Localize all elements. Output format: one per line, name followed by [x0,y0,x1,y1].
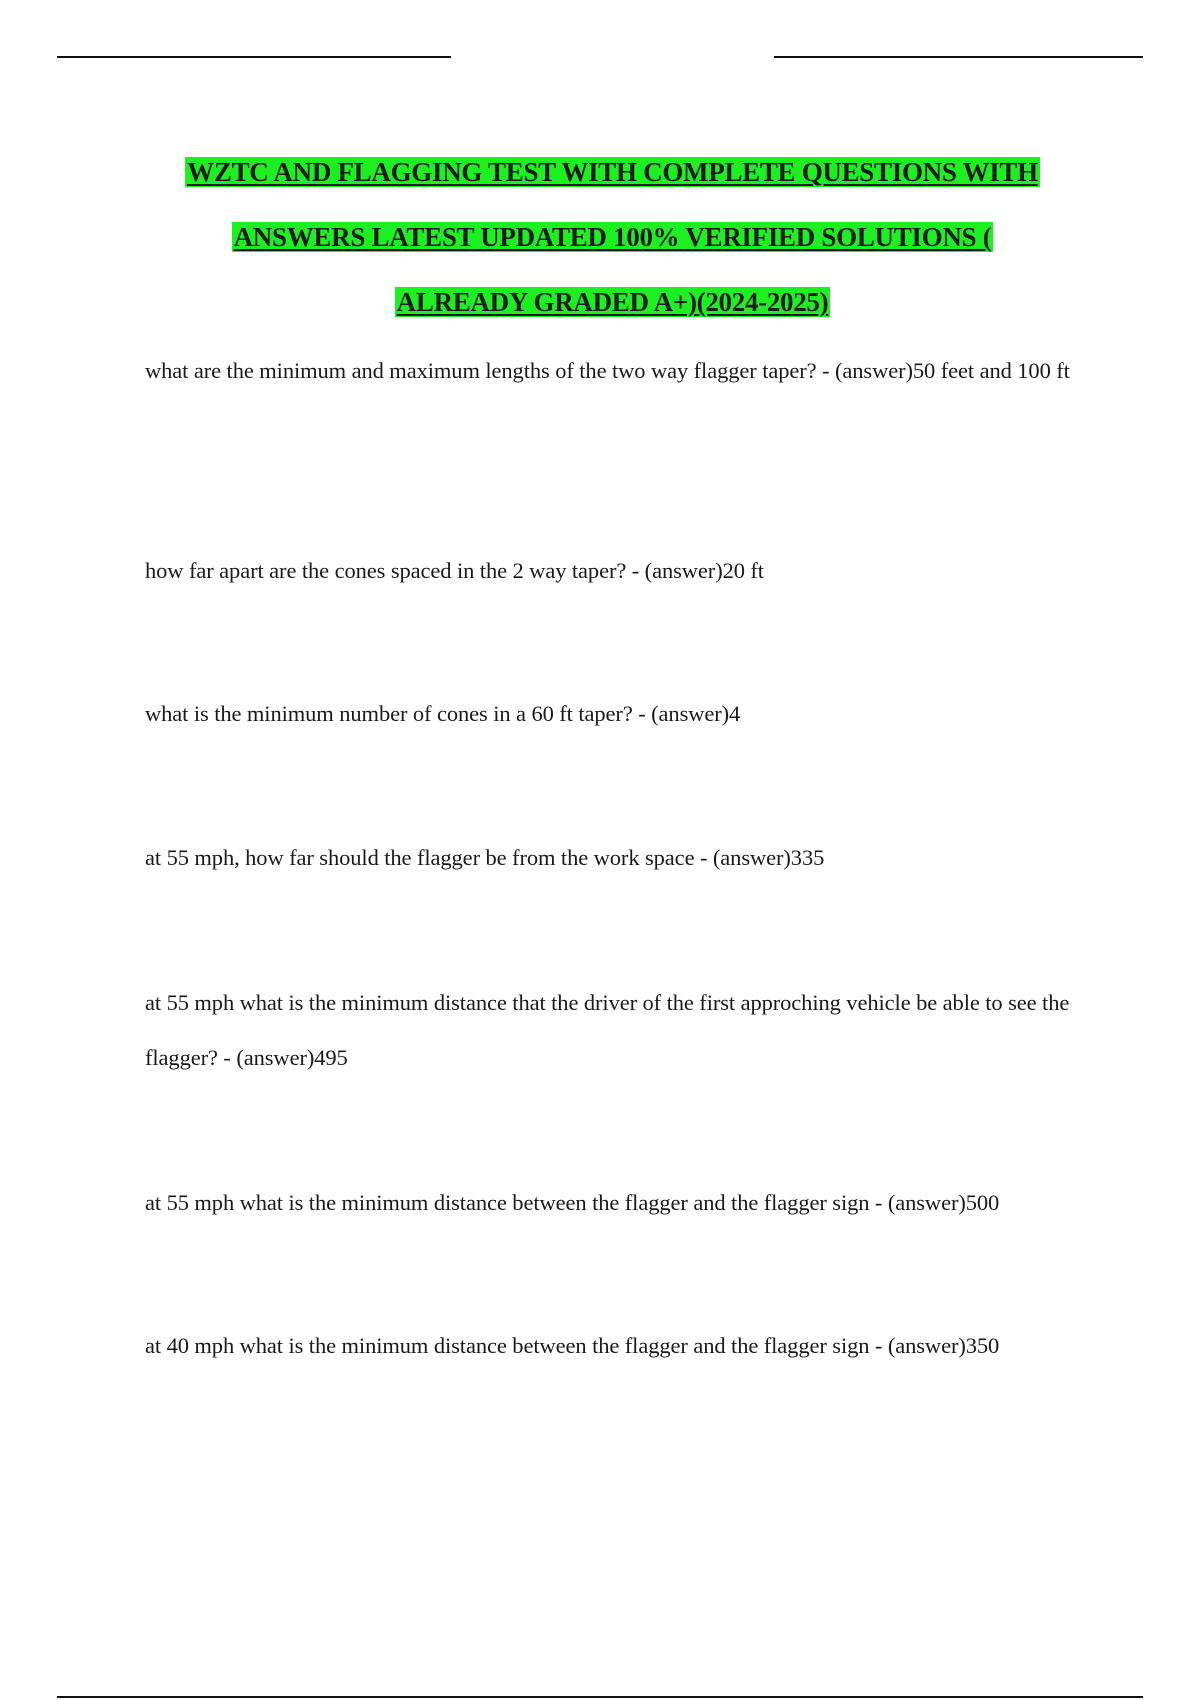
title-line-1: WZTC AND FLAGGING TEST WITH COMPLETE QUESTIONS WITH [187,157,1038,187]
qa-item-1: what are the minimum and maximum lengths of the two way flagger taper? - (answer)50 feet and 100 ft [145,358,1070,383]
header-rule-right [774,56,1143,58]
qa-item-6: at 55 mph what is the minimum distance between the flagger and the flagger sign - (answer)500 [145,1190,1000,1215]
header-rule-left [57,56,451,58]
title-line-3: ALREADY GRADED A+)(2024-2025) [396,287,829,317]
qa-item-5: at 55 mph what is the minimum distance that the driver of the first approching vehicle be able to see the flagger? - (answer)495 [145,990,1070,1070]
qa-item-2: how far apart are the cones spaced in the 2 way taper? - (answer)20 ft [145,558,764,583]
title-line-2: ANSWERS LATEST UPDATED 100% VERIFIED SOLUTIONS ( [233,222,992,252]
footer-rule [57,1696,1143,1698]
qa-item-3: what is the minimum number of cones in a 60 ft taper? - (answer)4 [145,701,741,726]
document-title [145,140,1080,335]
qa-item-7: at 40 mph what is the minimum distance between the flagger and the flagger sign - (answer)350 [145,1333,1000,1358]
qa-item-4: at 55 mph, how far should the flagger be from the work space - (answer)335 [145,845,825,870]
